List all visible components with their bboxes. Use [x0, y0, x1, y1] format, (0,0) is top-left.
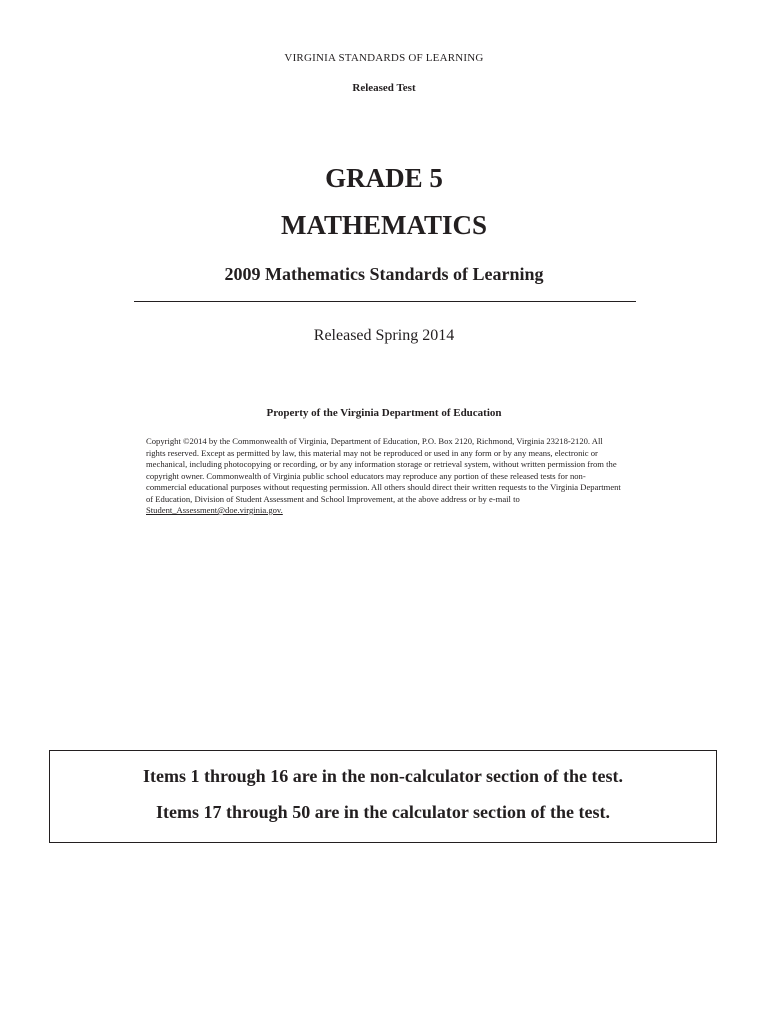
sections-box — [49, 750, 717, 843]
divider — [134, 301, 636, 302]
email-link[interactable]: Student_Assessment@doe.virginia.gov. — [146, 505, 283, 515]
non-calculator-section-note: Items 1 through 16 are in the non-calculator section of the test. — [143, 766, 623, 786]
release-date: Released Spring 2014 — [313, 327, 455, 344]
grade-title: GRADE 5 — [325, 163, 443, 193]
program-name: VIRGINIA STANDARDS OF LEARNING — [284, 52, 484, 64]
subject-title: MATHEMATICS — [280, 210, 487, 240]
copyright-text: Copyright ©2014 by the Commonwealth of Virginia, Department of Education, P.O. Box 2120, Richmond, Virginia 23218-2120. All rights reserved. Except as permitted by law, this material may not be reproduced or used in any form or by any means, electronic or mechanical, including photocopying or recording, or by any information storage or retrieval system, without written permission from the copyright owner. Commonwealth of Virginia public school educators may reproduce any portion of these released tests for non-commercial educational purposes without requesting permission. All others should direct their written requests to the Virginia Department of Education, Division of Student Assessment and School Improvement, at the above address or by e-mail to — [146, 436, 621, 504]
released-test-label: Released Test — [352, 82, 416, 94]
standards-subtitle: 2009 Mathematics Standards of Learning — [224, 264, 544, 284]
calculator-section-note: Items 17 through 50 are in the calculator section of the test. — [156, 802, 610, 822]
property-notice: Property of the Virginia Department of Education — [266, 407, 502, 419]
copyright-notice — [146, 436, 624, 517]
